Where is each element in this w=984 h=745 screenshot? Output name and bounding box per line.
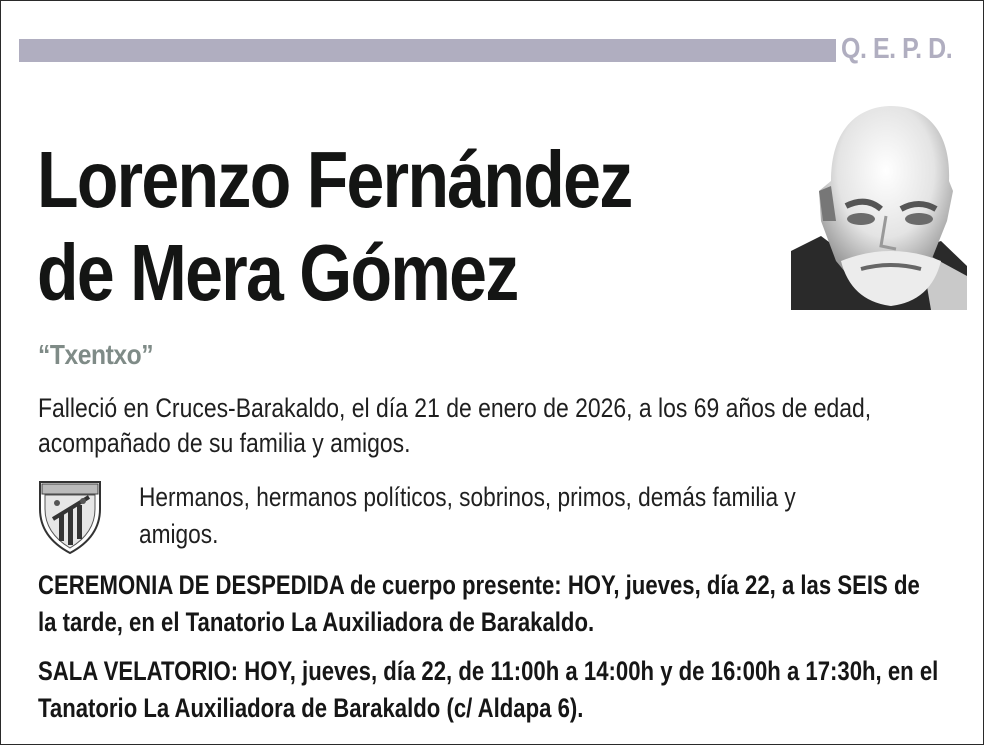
- athletic-club-crest-icon: [37, 479, 103, 555]
- death-notice-text: Falleció en Cruces-Barakaldo, el día 21 de enero de 2026, a los 69 años de edad, acompañado de su familia y amigos.: [38, 393, 872, 458]
- wake-notice: SALA VELATORIO: HOY, jueves, día 22, de 11:00h a 14:00h y de 16:00h a 17:30h, en el Tanatorio La Auxiliadora de Barakaldo (c/ Aldapa 6).: [38, 656, 939, 723]
- name-line-1: Lorenzo Fernández: [37, 135, 632, 224]
- family-text: Hermanos, hermanos políticos, sobrinos, primos, demás familia y amigos.: [139, 482, 796, 549]
- portrait-photo-icon: [791, 101, 967, 310]
- ceremony-notice: [38, 567, 940, 641]
- deceased-name: [37, 133, 631, 319]
- name-line-2: de Mera Gómez: [37, 228, 518, 317]
- qepd-label: Q. E. P. D.: [841, 33, 953, 65]
- header-band: [19, 39, 836, 62]
- nickname: “Txentxo”: [38, 339, 154, 370]
- ceremony-lead: CEREMONIA DE DESPEDIDA: [38, 570, 344, 600]
- ceremony-text: de cuerpo presente: HOY, jueves, día 22, a las SEIS de la tarde, en el Tanatorio La Auxiliadora de Barakaldo.: [38, 570, 920, 637]
